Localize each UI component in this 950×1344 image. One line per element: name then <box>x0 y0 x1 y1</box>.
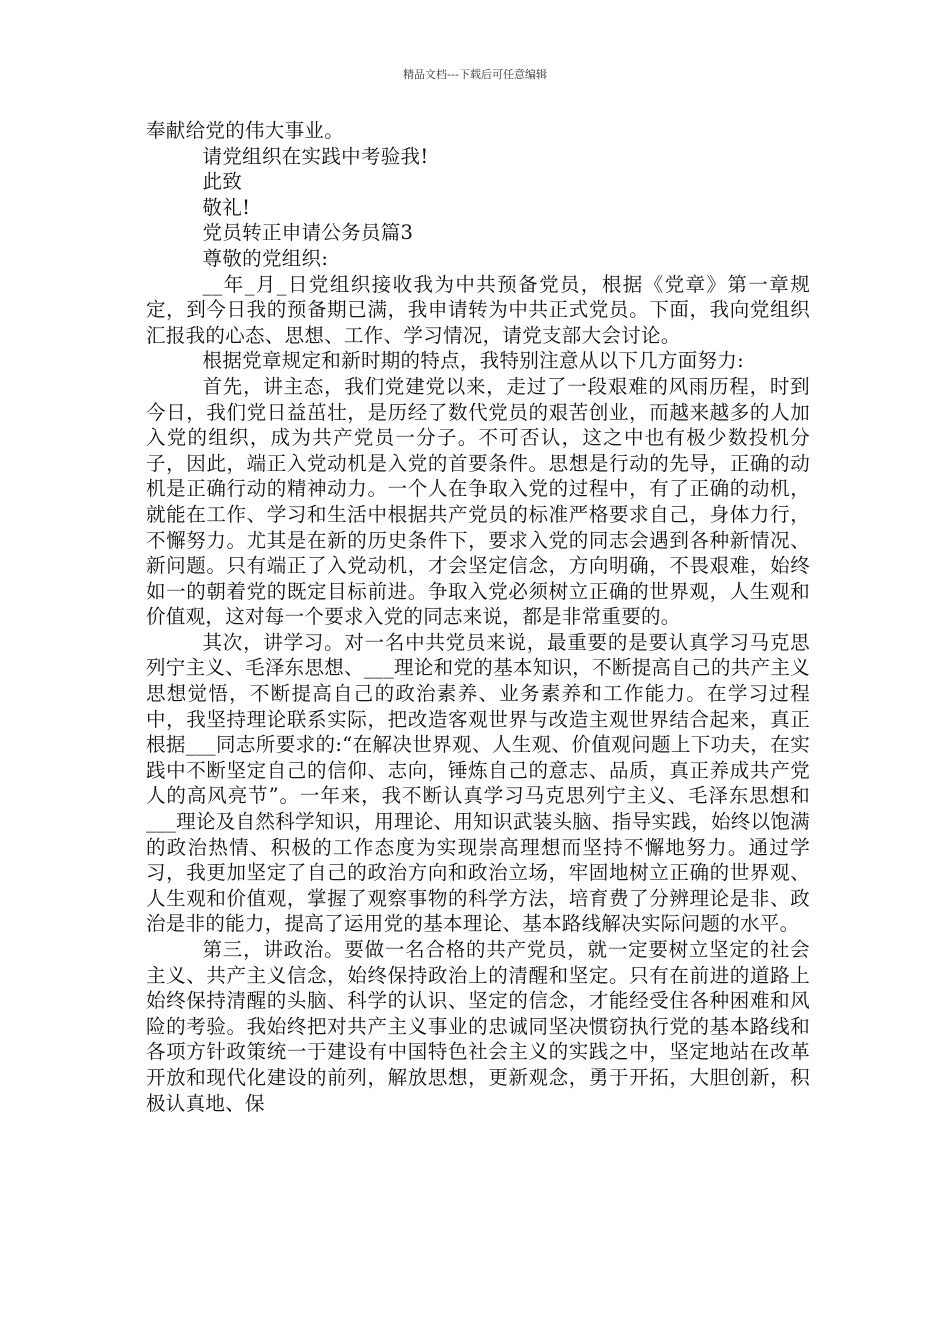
paragraph: 第三，讲政治。要做一名合格的共产党员，就一定要树立坚定的社会主义、共产主义信念，始终保持政治上的清醒和坚定。只有在前进的道路上始终保持清醒的头脑、科学的认识、坚定的信念，才能经受住各种困难和风险的考验。我始终把对共产主义事业的忠诚同坚决惯窃执行党的基本路线和各项方针政策统一于建设有中国特色社会主义的实践之中，坚定地站在改革开放和现代化建设的前列，解放思想，更新观念，勇于开拓，大胆创新，积极认真地、保 <box>146 938 810 1115</box>
paragraph: 此致 <box>202 170 243 194</box>
page-header: 精品文档---下载后可任意编辑 <box>403 68 547 81</box>
paragraph: __年_月_日党组织接收我为中共预备党员，根据《党章》第一章规定，到今日我的预备期已满，我申请转为中共正式党员。下面，我向党组织汇报我的心态、思想、工作、学习情况，请党支部大会讨论。 <box>146 272 810 347</box>
section-title: 党员转正申请公务员篇3 <box>202 221 414 245</box>
paragraph: 首先，讲主态，我们党建党以来，走过了一段艰难的风雨历程，时到今日，我们党日益茁壮，是历经了数代党员的艰苦创业，而越来越多的人加入党的组织，成为共产党员一分子。不可否认，这之中也有极少数投机分子，因此，端正入党动机是入党的首要条件。思想是行动的先导，正确的动机是正确行动的精神动力。一个人在争取入党的过程中，有了正确的动机，就能在工作、学习和生活中根据共产党员的标准严格要求自己，身体力行，不懈努力。尤其是在新的历史条件下，要求入党的同志会遇到各种新情况、新问题。只有端正了入党动机，才会坚定信念，方向明确，不畏艰难，始终如一的朝着党的既定目标前进。争取入党必须树立正确的世界观，人生观和价值观，这对每一个要求入党的同志来说，都是非常重要的。 <box>146 374 810 629</box>
paragraph: 敬礼! <box>202 195 251 219</box>
document-body <box>146 118 810 1116</box>
paragraph: 奉献给党的伟大事业。 <box>146 119 345 142</box>
salutation: 尊敬的党组织: <box>202 246 329 270</box>
paragraph: 请党组织在实践中考验我! <box>202 144 429 168</box>
paragraph: 其次，讲学习。对一名中共党员来说，最重要的是要认真学习马克思列宁主义、毛泽东思想、___理论和党的基本知识，不断提高自己的共产主义思想觉悟，不断提高自己的政治素养、业务素养和工作能力。在学习过程中，我坚持理论联系实际，把改造客观世界与改造主观世界结合起来，真正根据___同志所要求的:“在解决世界观、人生观、价值观问题上下功夫，在实践中不断坚定自己的信仰、志向，锤炼自己的意志、品质，真正养成共产党人的高风亮节”。一年来，我不断认真学习马克思列宁主义、毛泽东思想和___理论及自然科学知识，用理论、用知识武装头脑、指导实践，始终以饱满的政治热情、积极的工作态度为实现崇高理想而坚持不懈地努力。通过学习，我更加坚定了自己的政治方向和政治立场，牢固地树立正确的世界观、人生观和价值观，掌握了观察事物的科学方法，培育费了分辨理论是非、政治是非的能力，提高了运用党的基本理论、基本路线解决实际问题的水平。 <box>146 630 810 936</box>
paragraph: 根据党章规定和新时期的特点，我特别注意从以下几方面努力: <box>202 349 745 373</box>
